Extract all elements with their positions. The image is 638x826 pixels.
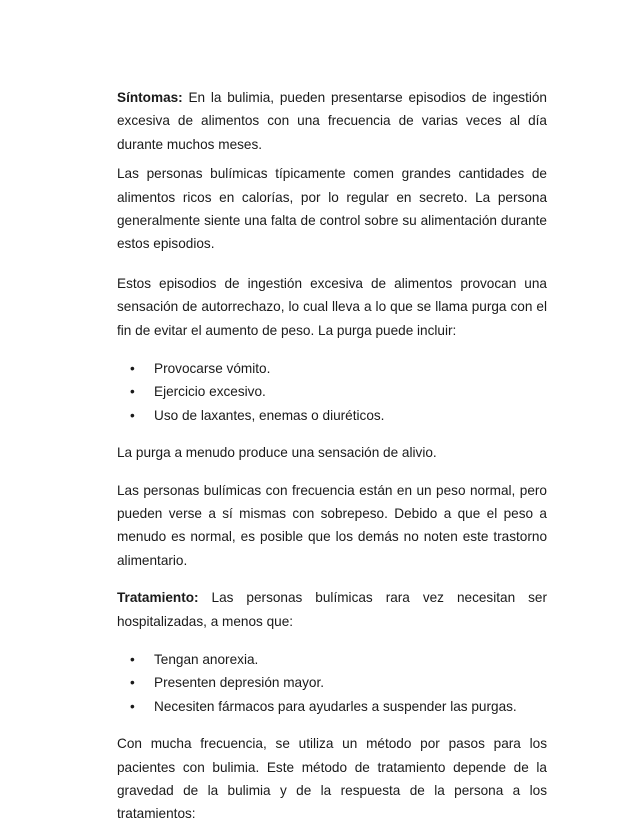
list-item-text: Ejercicio excesivo.: [154, 384, 266, 400]
list-item: [117, 380, 547, 403]
peso-normal-paragraph: Las personas bulímicas con frecuencia están en un peso normal, pero pueden verse a sí mismas con sobrepeso. Debido a que el peso a menudo es normal, es posible que los demás no noten este trastorno alimentario.: [117, 482, 547, 568]
tratamiento-text: Las personas bulímicas rara vez necesitan ser hospitalizadas, a menos que:: [117, 590, 547, 629]
list-item: [117, 404, 547, 427]
document-page: [117, 86, 547, 826]
alivio-paragraph: La purga a menudo produce una sensación de alivio.: [117, 445, 437, 461]
list-item: [117, 357, 547, 380]
metodo-pasos-paragraph: Con mucha frecuencia, se utiliza un método por pasos para los pacientes con bulimia. Este método de tratamiento depende de la gravedad de la bulimia y de la respuesta de la persona a los tratamientos:: [117, 736, 547, 822]
purga-intro-paragraph: Estos episodios de ingestión excesiva de alimentos provocan una sensación de autorrechazo, lo cual lleva a lo que se llama purga con el fin de evitar el aumento de peso. La purga puede incluir:: [117, 275, 547, 338]
purga-methods-list: [117, 357, 547, 427]
sintomas-paragraph: [117, 86, 547, 156]
bullet-icon: •: [130, 384, 135, 400]
bullet-icon: •: [130, 652, 135, 668]
list-item-text: Tengan anorexia.: [154, 652, 259, 668]
bullet-icon: •: [130, 361, 135, 377]
bullet-icon: •: [130, 698, 135, 714]
sintomas-text: En la bulimia, pueden presentarse episodios de ingestión excesiva de alimentos con una frecuencia de varias veces al día durante muchos meses.: [117, 90, 547, 152]
list-item-text: Provocarse vómito.: [154, 361, 271, 377]
bullet-icon: •: [130, 407, 135, 423]
list-item: [117, 671, 547, 694]
sintomas-heading: Síntomas:: [117, 90, 183, 105]
list-item: [117, 648, 547, 671]
tratamiento-heading: Tratamiento:: [117, 590, 199, 606]
list-item-text: Presenten depresión mayor.: [154, 675, 325, 691]
calorias-paragraph: Las personas bulímicas típicamente comen grandes cantidades de alimentos ricos en calorías, por lo regular en secreto. La persona generalmente siente una falta de control sobre su alimentación durante estos episodios.: [117, 166, 547, 252]
hospitalizacion-conditions-list: [117, 648, 547, 718]
list-item: [117, 695, 547, 718]
tratamiento-paragraph: [117, 586, 547, 633]
list-item-text: Uso de laxantes, enemas o diuréticos.: [154, 407, 385, 423]
list-item-text: Necesiten fármacos para ayudarles a suspender las purgas.: [154, 698, 517, 714]
bullet-icon: •: [130, 675, 135, 691]
